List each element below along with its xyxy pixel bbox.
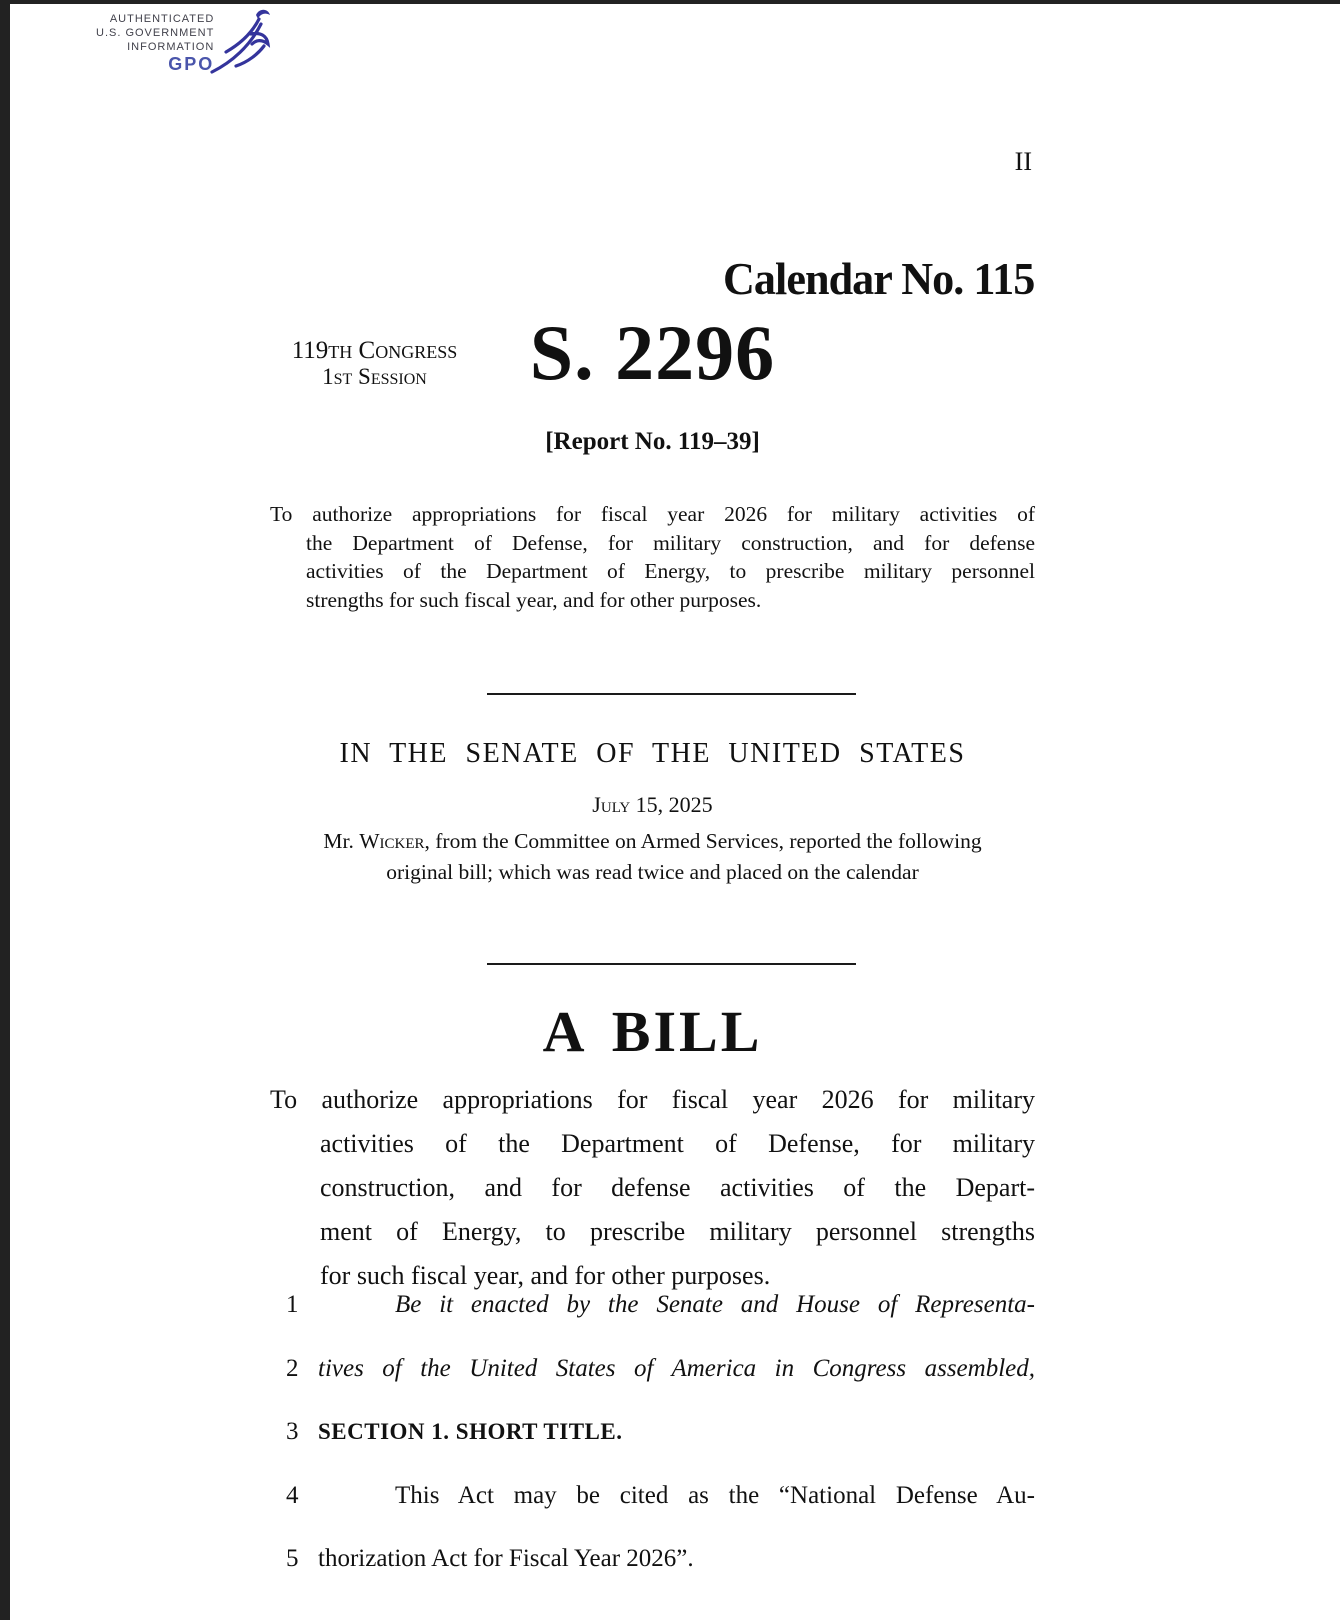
section-text: thorization Act for Fiscal Year 2026”.	[318, 1545, 694, 1572]
preamble-line: the Department of Defense, for military construction, and for defense	[306, 530, 1035, 555]
gpo-eagle-icon	[206, 6, 272, 85]
line-number: 1	[286, 1291, 299, 1318]
horizontal-rule	[487, 963, 856, 965]
report-number: [Report No. 119–39]	[545, 428, 760, 455]
sponsor-line	[250, 826, 1055, 857]
bill-title-line: construction, and for defense activities of the Depart-	[320, 1173, 1035, 1202]
action-line: original bill; which was read twice and placed on the calendar	[386, 860, 919, 884]
bill-body	[270, 1288, 1035, 1606]
line-number: 4	[286, 1481, 299, 1509]
line-number: 2	[286, 1354, 299, 1382]
gpo-authentication-logo	[96, 6, 272, 85]
line-number: 3	[286, 1418, 299, 1445]
official-title-preamble	[270, 500, 1035, 614]
sponsor-name: Wicker	[359, 829, 425, 853]
gpo-logo-line: U.S. GOVERNMENT	[96, 27, 215, 39]
bill-title: A BILL	[542, 999, 763, 1064]
gpo-acronym: GPO	[168, 54, 215, 74]
bill-title-line: To authorize appropriations for fiscal year 2026 for military	[270, 1085, 1035, 1114]
page-folio: II	[1014, 147, 1032, 176]
section-heading: SECTION 1. SHORT TITLE.	[318, 1419, 623, 1444]
enacting-clause: Be it enacted by the Senate and House of Representa-	[395, 1291, 1035, 1318]
report-date: July 15, 2025	[592, 792, 713, 817]
preamble-line: To authorize appropriations for fiscal year 2026 for military activities of	[270, 502, 1035, 526]
bill-number: S. 2296	[529, 309, 776, 396]
bill-title-line: activities of the Department of Defense, for military	[320, 1129, 1035, 1158]
bill-title-line: ment of Energy, to prescribe military personnel strengths	[320, 1217, 1035, 1246]
section-text: This Act may be cited as the “National Defense Au-	[395, 1481, 1035, 1509]
preamble-line: strengths for such fiscal year, and for other purposes.	[306, 587, 762, 612]
bill-title-line: for such fiscal year, and for other purposes.	[320, 1261, 771, 1290]
preamble-line: activities of the Department of Energy, to prescribe military personnel	[306, 559, 1035, 583]
calendar-number: Calendar No. 115	[722, 253, 1034, 304]
page-left-border	[0, 0, 10, 1620]
horizontal-rule	[487, 693, 856, 695]
sponsor-rest: , from the Committee on Armed Services, reported the following	[424, 829, 982, 853]
sponsor-action-paragraph	[250, 826, 1055, 888]
bill-long-title	[270, 1078, 1035, 1298]
senate-heading: IN THE SENATE OF THE UNITED STATES	[339, 738, 966, 769]
bill-body-row	[270, 1288, 1035, 1352]
bill-body-row	[270, 1542, 1035, 1606]
bill-body-row	[270, 1479, 1035, 1543]
sponsor-prefix: Mr.	[323, 829, 360, 853]
session-label: 1st Session	[322, 364, 427, 389]
gpo-logo-line: AUTHENTICATED	[109, 13, 215, 25]
gpo-logo-line: INFORMATION	[127, 41, 215, 53]
line-number: 5	[286, 1545, 299, 1572]
enacting-clause: tives of the United States of America in Congress assembled,	[318, 1354, 1035, 1382]
bill-body-row	[270, 1415, 1035, 1479]
bill-body-row	[270, 1352, 1035, 1416]
gpo-logo-text	[96, 6, 215, 74]
page-top-border	[0, 0, 1340, 4]
congress-label: 119th Congress	[291, 337, 458, 364]
